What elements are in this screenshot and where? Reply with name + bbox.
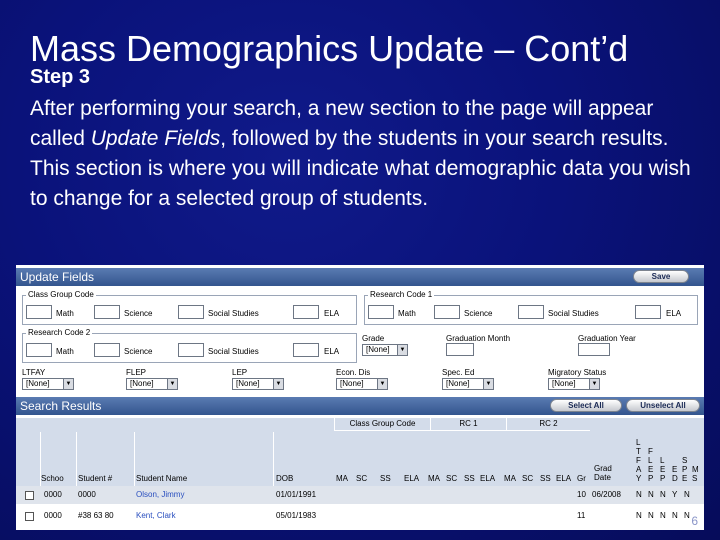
search-results-title: Search Results [20,399,102,413]
results-table-header [16,418,704,486]
rc2-ela-field[interactable] [293,343,319,357]
save-button[interactable]: Save [633,270,689,283]
class-group-code-legend: Class Group Code [28,290,94,299]
econ-dis-select[interactable] [336,378,388,390]
col-spe[interactable]: S P E [682,456,688,483]
cell-spe: N [684,490,690,499]
rc2-ela-label: ELA [324,347,340,356]
rc1-ela-field[interactable] [635,305,661,319]
rc1-social-studies-field[interactable] [518,305,544,319]
rc1-math-label: Math [398,309,416,318]
update-fields-header [16,268,704,286]
chevron-down-icon: ▼ [397,345,407,355]
slide-title: Mass Demographics Update – Cont’d [30,28,629,69]
body-text-post: , followed by the students in your search results. This section is where you will indicate what demographic data you wish to change for a selected group of students. [30,127,691,210]
unselect-all-button[interactable]: Unselect All [626,399,700,412]
ltfay-select-value: [None] [26,379,50,388]
rc2-social-studies-field[interactable] [178,343,204,357]
rc2-math-field[interactable] [26,343,52,357]
col-flep[interactable]: F L E P [648,447,654,483]
lep-select[interactable] [232,378,284,390]
rc2-math-label: Math [56,347,74,356]
col-lep[interactable]: L E P [660,456,666,483]
cgc-math-field[interactable] [26,305,52,319]
cgc-social-studies-label: Social Studies [208,309,259,318]
slide-body [30,94,710,214]
cgc-math-label: Math [56,309,74,318]
migratory-status-select[interactable] [548,378,600,390]
chevron-down-icon: ▼ [63,379,73,389]
col-grade[interactable]: Gr [577,474,586,483]
rc1-ela-label: ELA [666,309,682,318]
page-number: 6 [691,514,698,528]
grade-label: Grade [362,334,385,343]
cell-flep: N [648,511,654,520]
col-rc2-ma[interactable]: MA [504,474,516,483]
flep-select-value: [None] [130,379,154,388]
chevron-down-icon: ▼ [167,379,177,389]
cell-ltfay: N [636,511,642,520]
chevron-down-icon: ▼ [589,379,599,389]
row-select-checkbox[interactable] [25,491,34,500]
cell-grade: 11 [577,511,586,520]
research-code-1-legend: Research Code 1 [370,290,433,299]
col-rc2-ss[interactable]: SS [540,474,551,483]
col-grad-date[interactable]: Grad Date [594,464,612,482]
flep-label: FLEP [126,368,147,377]
cell-dob: 05/01/1983 [276,511,317,520]
col-rc2-ela[interactable]: ELA [556,474,572,483]
cell-school: 0000 [44,511,62,520]
cell-grade: 10 [577,490,586,499]
rc1-science-field[interactable] [434,305,460,319]
migratory-status-label: Migratory Status [548,368,607,377]
graduation-year-label: Graduation Year [578,334,636,343]
col-cgc-ma[interactable]: MA [336,474,348,483]
update-fields-title: Update Fields [20,270,95,284]
cell-lep: N [660,490,666,499]
cgc-ela-field[interactable] [293,305,319,319]
cell-ed: Y [672,490,678,499]
rc1-social-studies-label: Social Studies [548,309,599,318]
col-ed[interactable]: E D [672,465,678,483]
col-rc2-sc[interactable]: SC [522,474,534,483]
lep-label: LEP [232,368,248,377]
chevron-down-icon: ▼ [273,379,283,389]
cell-student-name-link[interactable]: Olson, Jimmy [136,490,185,499]
col-rc1-ma[interactable]: MA [428,474,440,483]
flep-select[interactable] [126,378,178,390]
app-screenshot [16,265,704,530]
col-student-name[interactable]: Student Name [136,474,188,483]
cell-student-no: 0000 [78,490,96,499]
cgc-social-studies-field[interactable] [178,305,204,319]
graduation-year-input[interactable] [578,343,610,356]
cell-school: 0000 [44,490,62,499]
col-cgc-ss[interactable]: SS [380,474,391,483]
research-code-2-legend: Research Code 2 [28,328,91,337]
cgc-ela-label: ELA [324,309,340,318]
col-student-no[interactable]: Student # [78,474,113,483]
col-rc1-sc[interactable]: SC [446,474,458,483]
spec-ed-label: Spec. Ed [442,368,475,377]
cell-spe: N [684,511,690,520]
cell-ltfay: N [636,490,642,499]
group-rc1: RC 1 [430,418,506,430]
grade-select-value: [None] [366,345,390,354]
col-dob[interactable]: DOB [276,474,294,483]
rc2-science-label: Science [124,347,153,356]
cgc-science-label: Science [124,309,153,318]
group-rc2: RC 2 [506,418,590,430]
col-rc1-ss[interactable]: SS [464,474,475,483]
graduation-month-label: Graduation Month [446,334,511,343]
cell-flep: N [648,490,654,499]
migratory-status-select-value: [None] [552,379,576,388]
rc1-math-field[interactable] [368,305,394,319]
body-text-pre: After performing your search, a new section to the page will appear called [30,97,654,150]
table-row[interactable] [16,507,704,525]
col-ms[interactable]: M S [692,465,699,483]
cell-ed: N [672,511,678,520]
cell-grad-date: 06/2008 [592,490,621,499]
spec-ed-select[interactable] [442,378,494,390]
ltfay-label: LTFAY [22,368,46,377]
step-label: Step 3 [30,66,91,88]
body-text-emphasis: Update Fields [90,127,221,150]
col-cgc-sc[interactable]: SC [356,474,368,483]
grade-select[interactable] [362,344,408,356]
select-all-button[interactable]: Select All [550,399,622,412]
lep-select-value: [None] [236,379,260,388]
rc2-social-studies-label: Social Studies [208,347,259,356]
cgc-science-field[interactable] [94,305,120,319]
chevron-down-icon: ▼ [483,379,493,389]
cell-dob: 01/01/1991 [276,490,317,499]
col-rc1-ela[interactable]: ELA [480,474,496,483]
econ-dis-select-value: [None] [340,379,364,388]
econ-dis-label: Econ. Dis [336,368,371,377]
col-cgc-ela[interactable]: ELA [404,474,420,483]
chevron-down-icon: ▼ [377,379,387,389]
rc1-science-label: Science [464,309,493,318]
cell-lep: N [660,511,666,520]
col-ltfay[interactable]: L T F A Y [636,438,642,483]
rc2-science-field[interactable] [94,343,120,357]
col-school[interactable]: Schoo [41,474,64,483]
spec-ed-select-value: [None] [446,379,470,388]
row-select-checkbox[interactable] [25,512,34,521]
table-row[interactable] [16,486,704,504]
ltfay-select[interactable] [22,378,74,390]
cell-student-no: #38 63 80 [78,511,114,520]
graduation-month-input[interactable] [446,343,474,356]
cell-student-name-link[interactable]: Kent, Clark [136,511,176,520]
group-class-group-code: Class Group Code [334,418,430,430]
